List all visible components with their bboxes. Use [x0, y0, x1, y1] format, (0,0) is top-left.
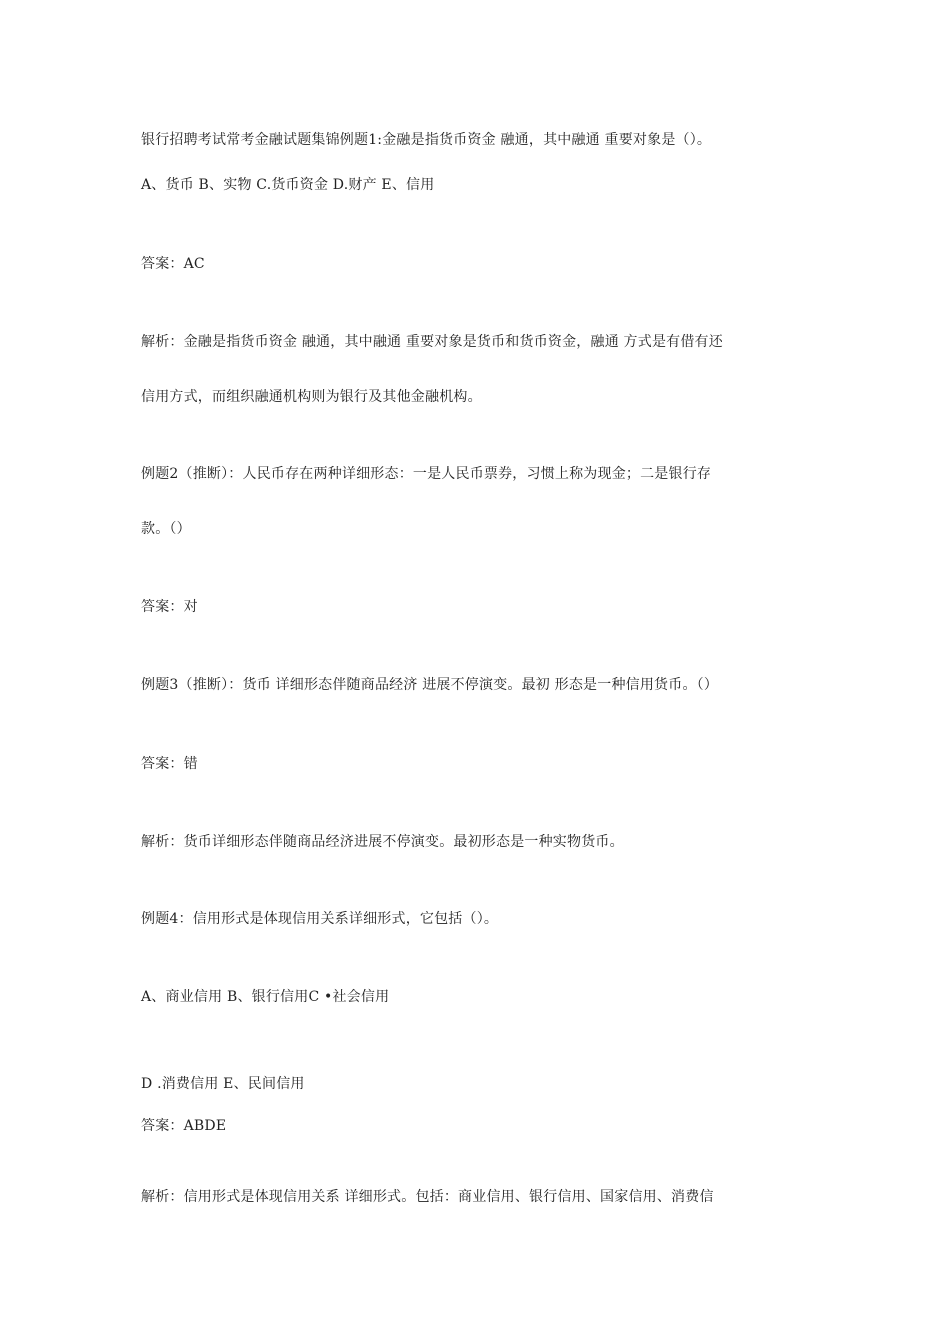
question-1-explanation-line-2: 信用方式，而组织融通机构则为银行及其他金融机构。	[141, 389, 482, 405]
question-1-options: A、货币 B、实物 C.货币资金 D.财产 E、信用	[141, 177, 435, 193]
title-and-question-1: 银行招聘考试常考金融试题集锦例题1:金融是指货币资金 融通，其中融通 重要对象是（）。	[141, 132, 712, 148]
question-1-explanation-line-1: 解析：金融是指货币资金 融通，其中融通 重要对象是货币和货币资金，融通 方式是有借有还	[141, 334, 723, 350]
question-4-options-line-2: D .消费信用 E、民间信用	[141, 1076, 305, 1092]
question-1-answer: 答案：AC	[141, 256, 205, 272]
question-3-explanation: 解析：货币详细形态伴随商品经济进展不停演变。最初形态是一种实物货币。	[141, 834, 624, 850]
question-2-answer: 答案：对	[141, 599, 198, 615]
question-4-explanation: 解析：信用形式是体现信用关系 详细形式。包括：商业信用、银行信用、国家信用、消费信	[141, 1189, 714, 1205]
question-4-options-line-1: A、商业信用 B、银行信用C •社会信用	[141, 989, 390, 1005]
question-2-line-2: 款。（）	[141, 521, 191, 537]
question-3-answer: 答案：错	[141, 756, 198, 772]
question-3: 例题3（推断）：货币 详细形态伴随商品经济 进展不停演变。最初 形态是一种信用货币。（）	[141, 677, 719, 693]
question-2-line-1: 例题2（推断）：人民币存在两种详细形态：一是人民币票券，习惯上称为现金；二是银行存	[141, 466, 712, 482]
question-4: 例题4：信用形式是体现信用关系详细形式，它包括（）。	[141, 911, 499, 927]
question-4-answer: 答案：ABDE	[141, 1118, 227, 1134]
